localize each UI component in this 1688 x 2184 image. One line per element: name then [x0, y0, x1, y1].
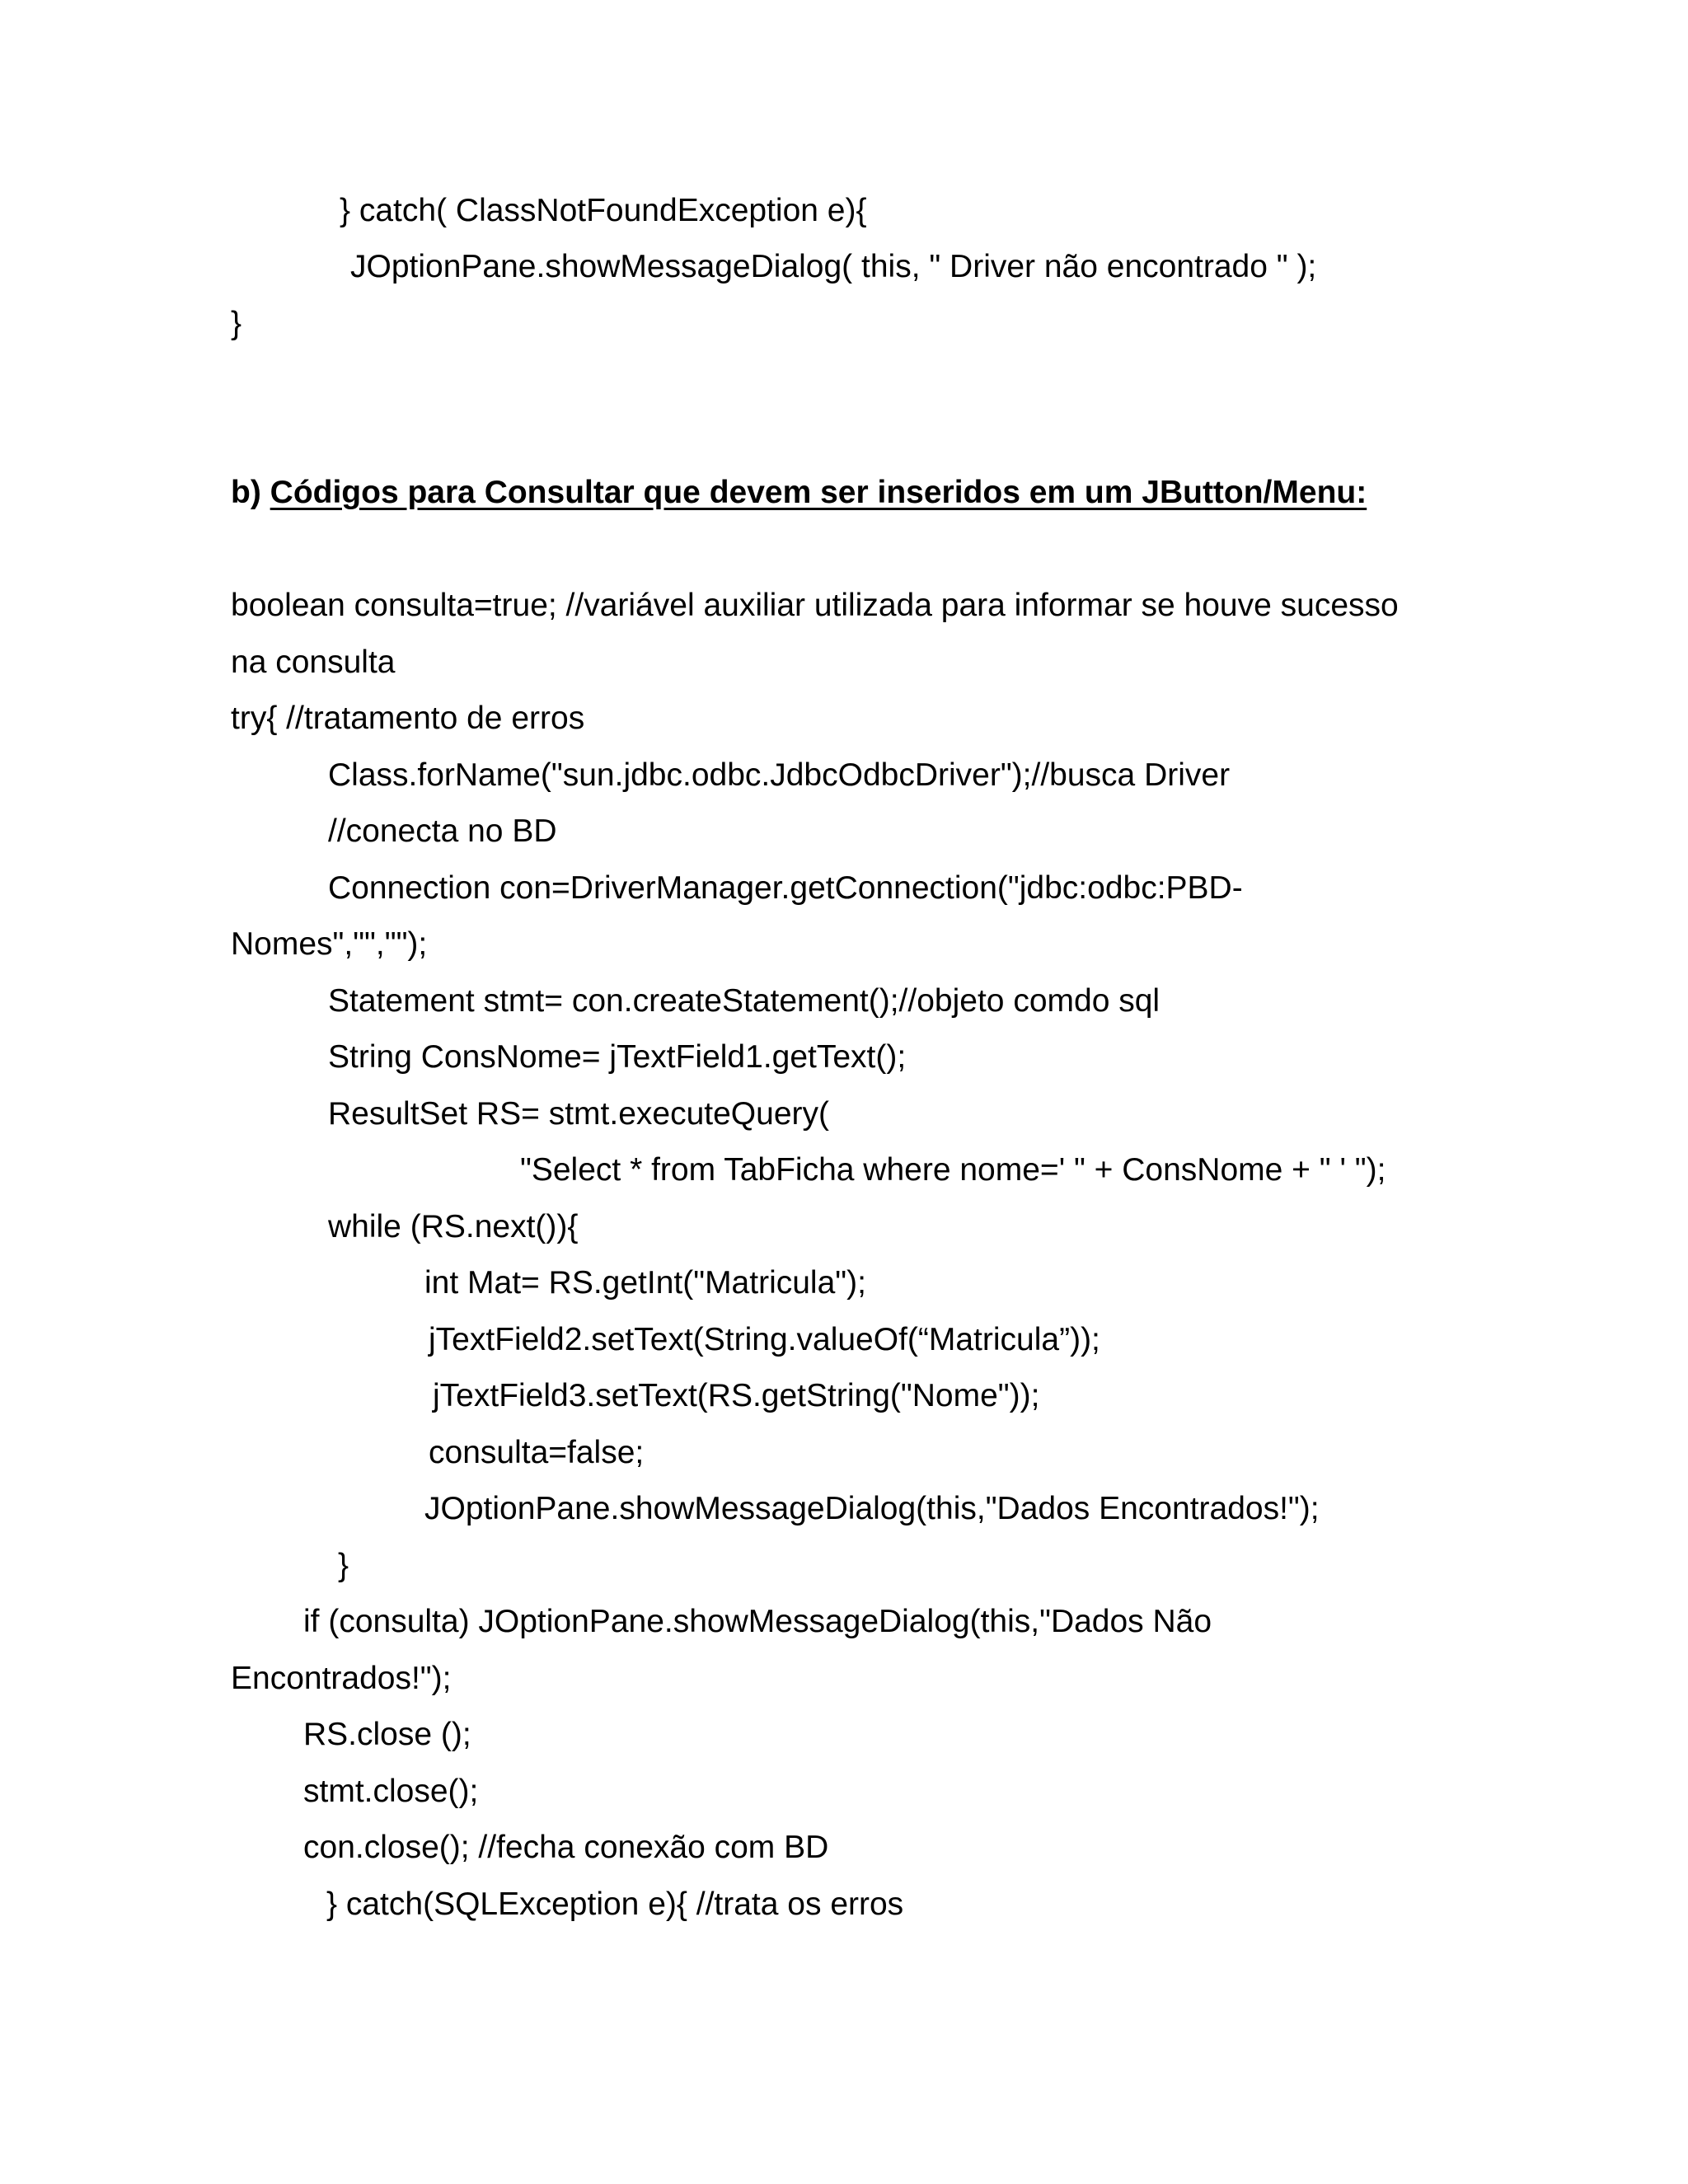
code-line: Nomes","","");: [231, 926, 428, 962]
code-line: Class.forName("sun.jdbc.odbc.JdbcOdbcDriver");//busca Driver: [328, 757, 1231, 793]
code-line: }: [338, 1548, 349, 1583]
code-line: } catch( ClassNotFoundException e){: [340, 193, 867, 228]
section-heading-prefix: b): [231, 475, 270, 510]
code-line: String ConsNome= jTextField1.getText();: [328, 1039, 907, 1075]
code-line: JOptionPane.showMessageDialog( this, " Driver não encontrado " );: [350, 249, 1317, 284]
code-line: Connection con=DriverManager.getConnection("jdbc:odbc:PBD-: [328, 870, 1243, 906]
code-line: na consulta: [231, 644, 396, 680]
code-line: Encontrados!");: [231, 1661, 452, 1696]
code-line: } catch(SQLException e){ //trata os erros: [326, 1886, 904, 1922]
code-line: boolean consulta=true; //variável auxiliar utilizada para informar se houve sucesso: [231, 588, 1399, 623]
section-heading: [231, 473, 1367, 513]
code-line: Statement stmt= con.createStatement();//objeto comdo sql: [328, 983, 1160, 1019]
code-line: //conecta no BD: [328, 813, 557, 849]
code-line: jTextField2.setText(String.valueOf(“Matricula”));: [429, 1322, 1100, 1357]
code-line: RS.close ();: [303, 1717, 471, 1752]
code-line: try{ //tratamento de erros: [231, 701, 585, 736]
code-line: if (consulta) JOptionPane.showMessageDialog(this,"Dados Não: [303, 1604, 1212, 1639]
code-line: int Mat= RS.getInt("Matricula");: [424, 1265, 866, 1301]
code-line: "Select * from TabFicha where nome=' " + ConsNome + " ' ");: [520, 1152, 1386, 1188]
code-line: consulta=false;: [429, 1435, 645, 1470]
code-line: }: [231, 306, 242, 341]
code-line: JOptionPane.showMessageDialog(this,"Dados Encontrados!");: [424, 1491, 1320, 1526]
code-line: jTextField3.setText(RS.getString("Nome"));: [433, 1378, 1040, 1413]
code-line: stmt.close();: [303, 1774, 479, 1809]
section-heading-title: Códigos para Consultar que devem ser inseridos em um JButton/Menu:: [270, 475, 1367, 510]
code-line: while (RS.next()){: [328, 1209, 579, 1244]
code-line: con.close(); //fecha conexão com BD: [303, 1830, 829, 1865]
code-line: ResultSet RS= stmt.executeQuery(: [328, 1096, 829, 1132]
